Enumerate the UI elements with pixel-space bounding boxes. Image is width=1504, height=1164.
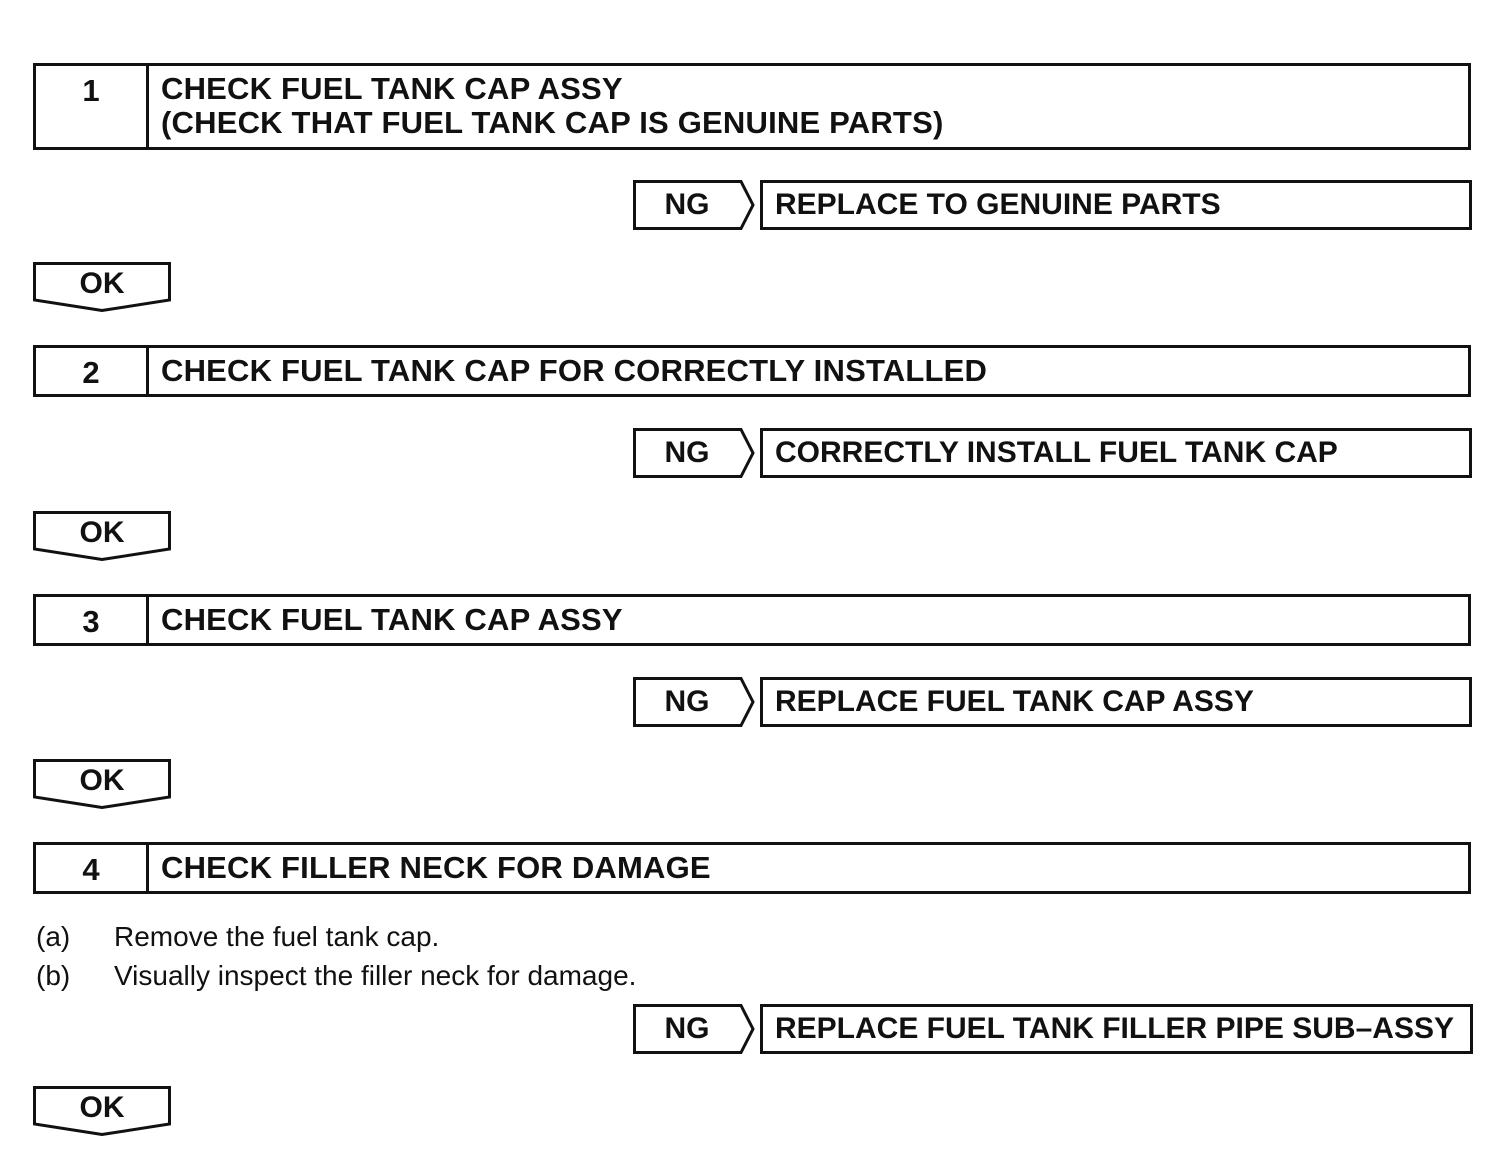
- step-1-ok-badge: [33, 262, 171, 312]
- step-1-ng-action: REPLACE TO GENUINE PARTS: [760, 180, 1472, 230]
- step-2-ng-label: NG: [664, 436, 710, 469]
- step-2-ng-branch: [633, 428, 1473, 478]
- step-4-ng-label: NG: [664, 1012, 710, 1045]
- sub-step-text: Remove the fuel tank cap.: [114, 921, 440, 952]
- step-3-ng-action: REPLACE FUEL TANK CAP ASSY: [760, 677, 1472, 727]
- step-4-title-line-1: CHECK FILLER NECK FOR DAMAGE: [161, 850, 711, 885]
- step-4-ng-action: REPLACE FUEL TANK FILLER PIPE SUB–ASSY: [760, 1004, 1473, 1054]
- step-3-title-line-1: CHECK FUEL TANK CAP ASSY: [161, 602, 623, 637]
- step-2-ok-label: OK: [79, 516, 125, 549]
- step-4-title: [149, 845, 1468, 891]
- sub-step-text: Visually inspect the filler neck for damage.: [114, 960, 637, 991]
- step-1-ng-label: NG: [664, 188, 710, 221]
- step-4-sub-step-b: [36, 960, 636, 992]
- step-3-ng-label: NG: [664, 685, 710, 718]
- sub-step-marker: (a): [36, 921, 71, 952]
- step-1-title-line-2: (CHECK THAT FUEL TANK CAP IS GENUINE PARTS): [161, 105, 944, 140]
- step-1-ng-branch: [633, 180, 1473, 230]
- step-1-ok-label: OK: [79, 267, 125, 300]
- step-3-ok-label: OK: [79, 764, 125, 797]
- step-2-ng-action: CORRECTLY INSTALL FUEL TANK CAP: [760, 428, 1472, 478]
- sub-step-marker: (b): [36, 960, 71, 991]
- step-4-ok-badge: [33, 1086, 171, 1136]
- step-1-title-line-1: CHECK FUEL TANK CAP ASSY: [161, 71, 623, 106]
- step-4-header: [33, 842, 1471, 894]
- step-2-number: 2: [36, 348, 149, 394]
- step-3-ok-badge: [33, 759, 171, 809]
- step-3-title: [149, 597, 1468, 643]
- step-1-number: 1: [36, 66, 149, 147]
- step-1-header: [33, 63, 1471, 150]
- step-4-ng-branch: [633, 1004, 1473, 1054]
- step-4-ok-label: OK: [79, 1091, 125, 1124]
- step-3-ng-branch: [633, 677, 1473, 727]
- step-4-sub-step-a: [36, 921, 439, 953]
- step-1-title: [149, 66, 1468, 147]
- step-4-number: 4: [36, 845, 149, 891]
- step-2-title: [149, 348, 1468, 394]
- step-2-title-line-1: CHECK FUEL TANK CAP FOR CORRECTLY INSTALLED: [161, 353, 988, 388]
- step-2-header: [33, 345, 1471, 397]
- step-2-ok-badge: [33, 511, 171, 561]
- step-3-number: 3: [36, 597, 149, 643]
- step-3-header: [33, 594, 1471, 646]
